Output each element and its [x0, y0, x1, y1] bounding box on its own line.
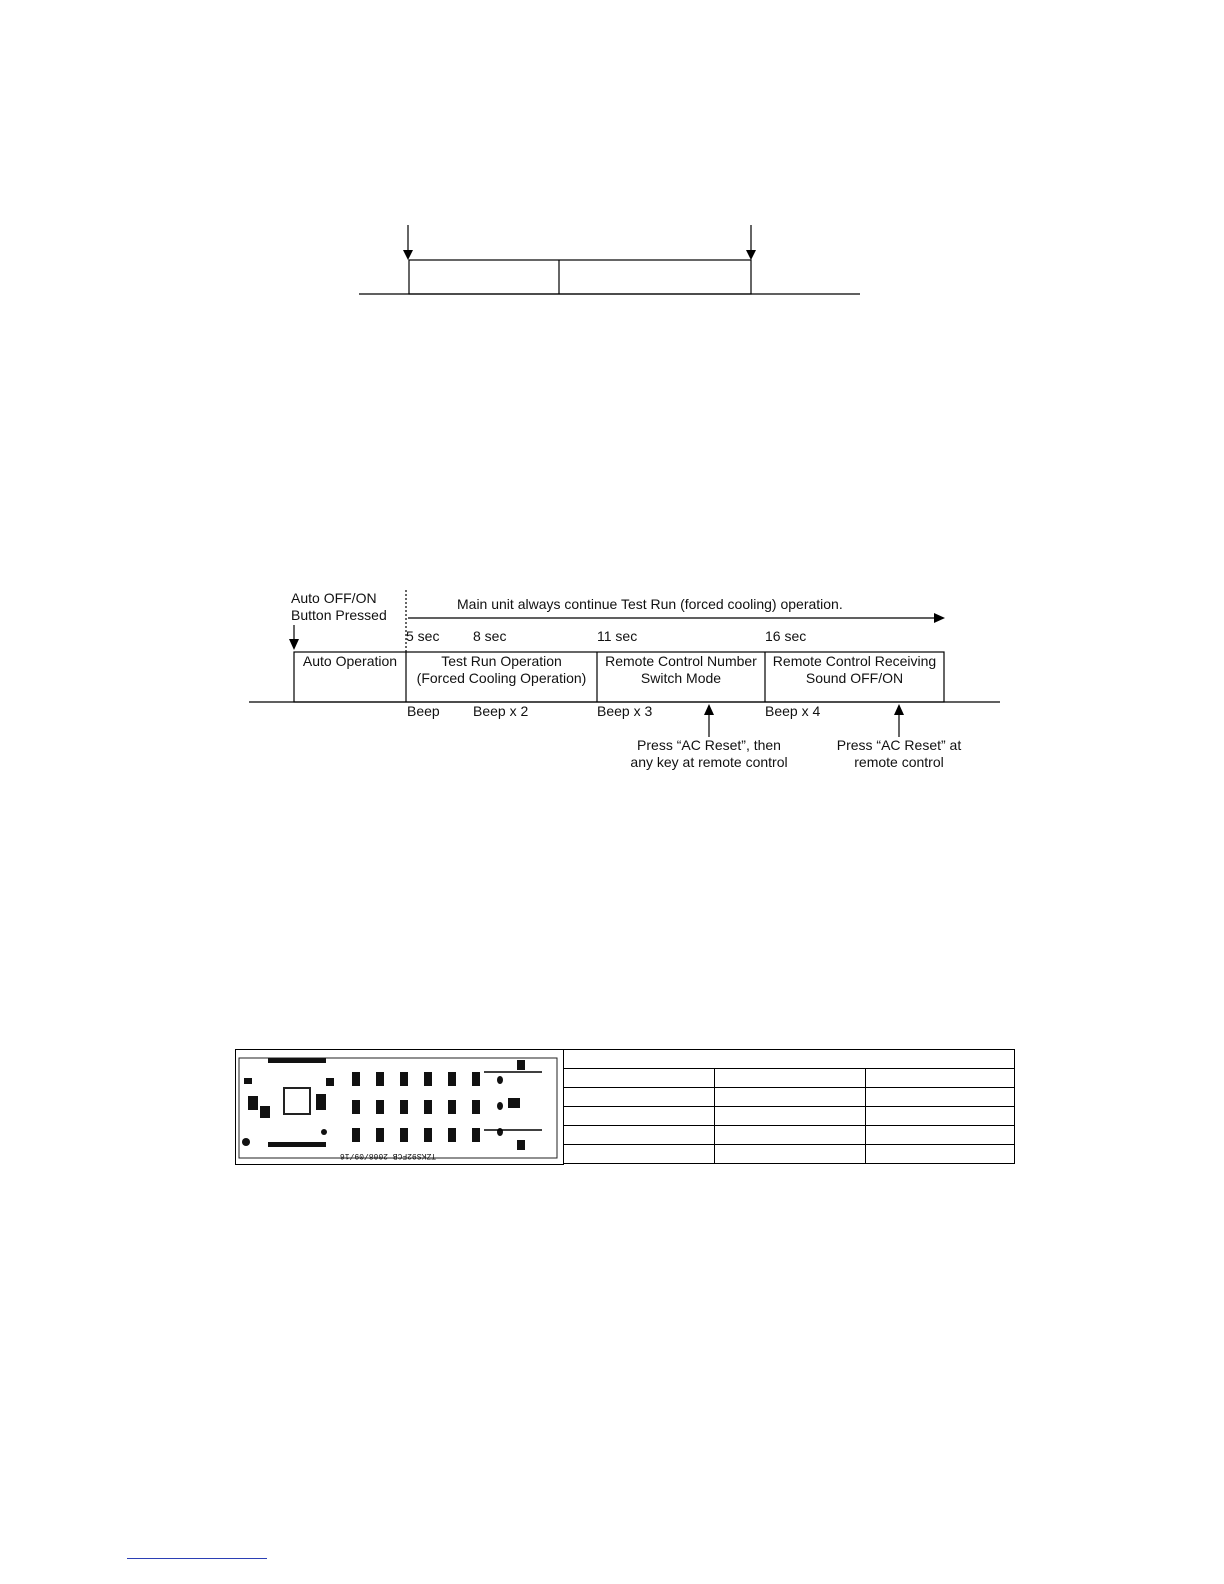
- footnote-rule: [127, 1558, 267, 1559]
- beep-2: Beep x 2: [473, 703, 529, 719]
- table-cell: [715, 1107, 866, 1126]
- segment-remote-number-line1: Remote Control Number: [605, 653, 757, 669]
- table-cell: [564, 1126, 715, 1145]
- table-cell: [866, 1145, 1015, 1164]
- segment-remote-number-line2: Switch Mode: [640, 670, 722, 686]
- segment-test-run-line1: Test Run Operation: [441, 653, 562, 669]
- time-11-sec: 11 sec: [597, 628, 638, 644]
- note-reset-at-line1: Press “AC Reset” at: [836, 737, 962, 753]
- table-cell: [715, 1088, 866, 1107]
- table-cell: [866, 1069, 1015, 1088]
- note-reset-at-line2: remote control: [854, 754, 944, 770]
- beep-1: Beep: [407, 703, 440, 719]
- table-cell: [564, 1069, 715, 1088]
- table-cell: [715, 1126, 866, 1145]
- button-pressed-label: Button Pressed: [291, 607, 387, 623]
- beep-3: Beep x 3: [597, 703, 653, 719]
- note-reset-any-key-line2: any key at remote control: [630, 754, 788, 770]
- segment-receiving-line2: Sound OFF/ON: [805, 670, 904, 686]
- table-cell: [715, 1069, 866, 1088]
- auto-button-label: Auto OFF/ON: [291, 590, 377, 606]
- segment-test-run-line2: (Forced Cooling Operation): [416, 670, 587, 686]
- beep-4: Beep x 4: [765, 703, 821, 719]
- main-unit-note: Main unit always continue Test Run (forced cooling) operation.: [457, 596, 843, 612]
- table-cell: [564, 1107, 715, 1126]
- segment-auto-operation: Auto Operation: [302, 653, 398, 669]
- time-8-sec: 8 sec: [473, 628, 507, 644]
- table-cell: [866, 1088, 1015, 1107]
- time-16-sec: 16 sec: [765, 628, 807, 644]
- time-5-sec: 5 sec: [406, 628, 440, 644]
- table-cell: [564, 1088, 715, 1107]
- table-cell: [866, 1107, 1015, 1126]
- table-cell: [866, 1126, 1015, 1145]
- segment-receiving-line1: Remote Control Receiving: [772, 653, 937, 669]
- table-header-cell: [564, 1050, 1015, 1069]
- note-reset-any-key-line1: Press “AC Reset”, then: [637, 737, 781, 753]
- table-cell: [564, 1145, 715, 1164]
- table-cell: [715, 1145, 866, 1164]
- pcb-image: [235, 1049, 564, 1165]
- pcb-table: [563, 1049, 1015, 1164]
- pcb-board-text: TZKS92FCB 2008/09/16: [339, 1151, 436, 1160]
